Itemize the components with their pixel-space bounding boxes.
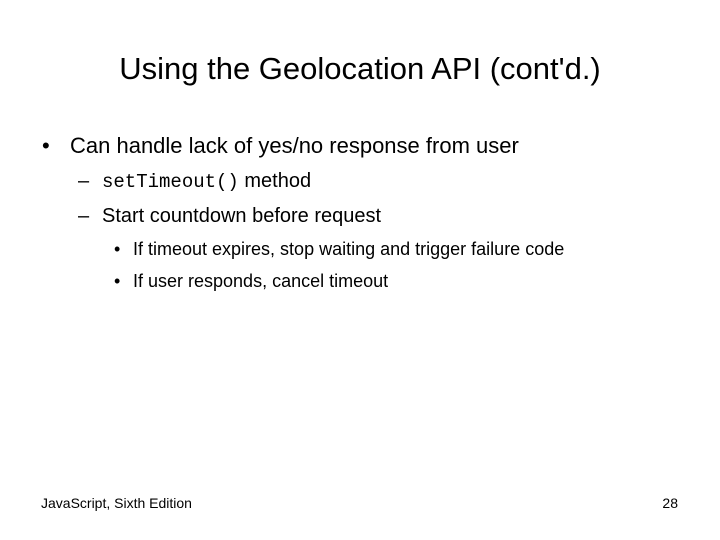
sub-bullet-item (78, 203, 381, 229)
footer-book-title: JavaScript, Sixth Edition (41, 495, 192, 511)
footer-page-number: 28 (662, 495, 678, 511)
sub-sub-bullet-item (114, 237, 564, 261)
sub-sub-bullet-item (114, 269, 388, 293)
sub-sub-bullet-text: If timeout expires, stop waiting and trigger failure code (133, 239, 565, 259)
slide-title: Using the Geolocation API (cont'd.) (119, 51, 601, 86)
sub-bullet-marker: – (78, 170, 90, 192)
bullet-item (42, 132, 519, 160)
sub-bullet-text: method (238, 170, 312, 192)
bullet-marker: • (42, 133, 50, 158)
bullet-text: Can handle lack of yes/no response from user (70, 133, 519, 158)
sub-bullet-marker: – (78, 205, 90, 227)
sub-sub-bullet-marker: • (114, 239, 121, 259)
code-snippet: setTimeout() (102, 171, 239, 193)
sub-sub-bullet-text: If user responds, cancel timeout (133, 271, 389, 291)
sub-bullet-text: Start countdown before request (102, 205, 382, 227)
sub-sub-bullet-marker: • (114, 271, 121, 291)
sub-bullet-item (78, 168, 311, 195)
